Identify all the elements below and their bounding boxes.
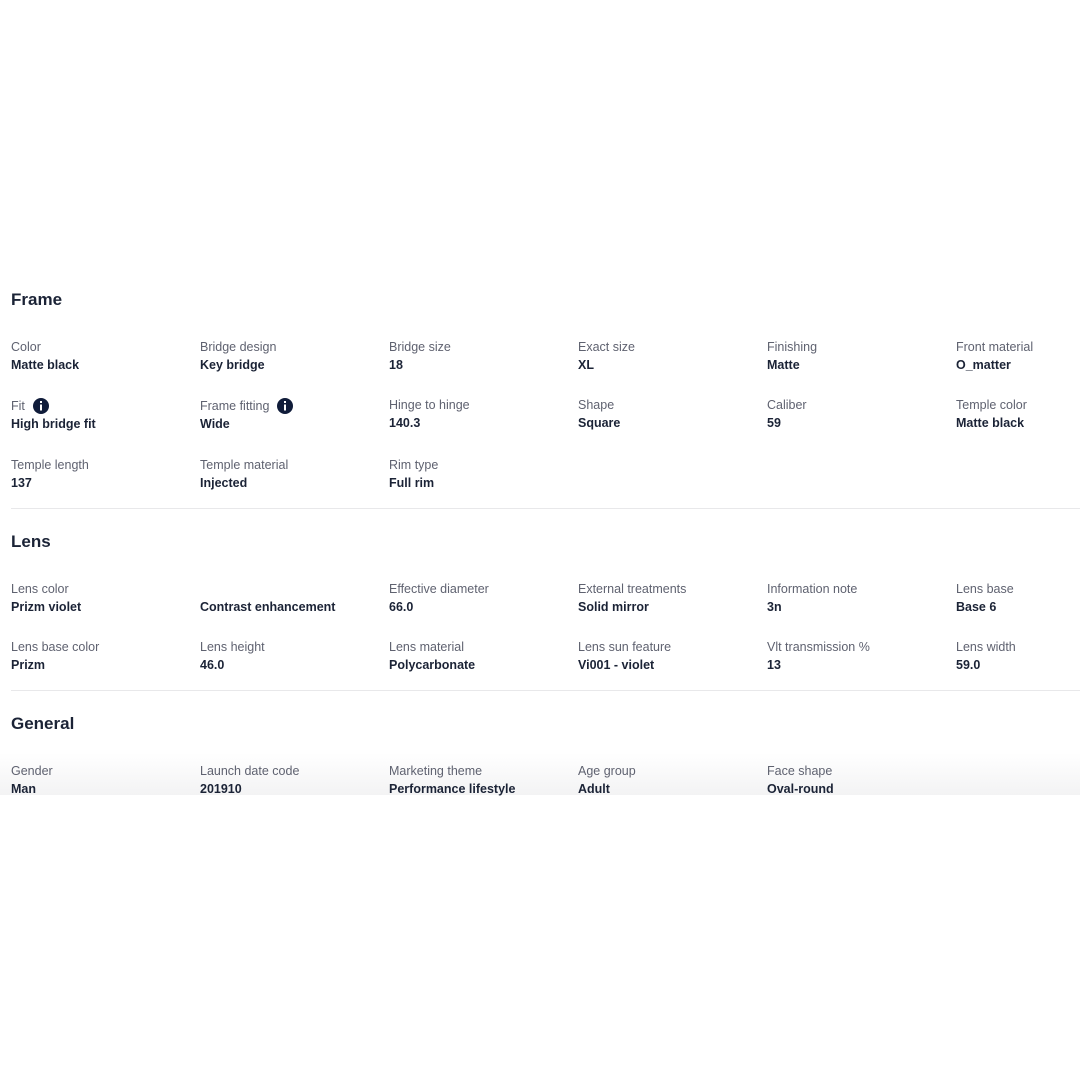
attr-hinge-to-hinge (389, 398, 574, 431)
attr-marketing-theme (389, 764, 574, 797)
attr-temple-material (200, 458, 385, 491)
section-divider (11, 508, 1080, 509)
attr-value: Prizm violet (11, 600, 82, 614)
attr-launch-date-code (200, 764, 385, 797)
attr-label: Launch date code (200, 764, 300, 778)
attr-lens-technology (200, 582, 385, 615)
attr-value: Contrast enhancement (200, 600, 336, 614)
attr-value: 201910 (200, 782, 242, 796)
attr-value: Injected (200, 476, 248, 490)
general-section (11, 714, 1080, 794)
attr-lens-base (956, 582, 1080, 615)
attr-label: Caliber (767, 398, 807, 412)
attr-finishing (767, 340, 952, 373)
attr-value: 3n (767, 600, 782, 614)
attr-value: Adult (578, 782, 610, 796)
attr-label: Age group (578, 764, 636, 778)
attr-label: Lens material (389, 640, 465, 654)
attr-lens-base-color (11, 640, 196, 673)
attr-label: Face shape (767, 764, 833, 778)
attr-label: Lens width (956, 640, 1016, 654)
attr-age-group (578, 764, 763, 797)
attr-label: Lens base (956, 582, 1014, 596)
attr-value: XL (578, 358, 594, 372)
attr-label: Lens sun feature (578, 640, 672, 654)
attr-label: Bridge size (389, 340, 451, 354)
attr-label: Shape (578, 398, 615, 412)
section-title-frame: Frame (11, 290, 63, 309)
attr-face-shape (767, 764, 952, 797)
attr-label: Frame fitting (200, 398, 385, 414)
lens-section (11, 532, 1080, 672)
attr-caliber (767, 398, 952, 431)
attr-rim-type (389, 458, 574, 491)
attr-label: Temple color (956, 398, 1027, 412)
attr-effective-diameter (389, 582, 574, 615)
attr-value: 18 (389, 358, 403, 372)
attr-lens-sun-feature (578, 640, 763, 673)
attr-label: Color (11, 340, 41, 354)
attr-value: Matte black (11, 358, 80, 372)
section-title-lens: Lens (11, 532, 51, 551)
attr-label (200, 582, 385, 597)
attr-value: Square (578, 416, 621, 430)
attr-value: 59.0 (956, 658, 981, 672)
attr-gender (11, 764, 196, 797)
attr-value: Wide (200, 417, 230, 431)
attr-lens-height (200, 640, 385, 673)
attr-value: Prizm (11, 658, 46, 672)
attr-value: Full rim (389, 476, 435, 490)
attr-information-note (767, 582, 952, 615)
attr-label: Lens height (200, 640, 265, 654)
attr-value: O_matter (956, 358, 1011, 372)
attr-bridge-design (200, 340, 385, 373)
section-title-general: General (11, 714, 75, 733)
attr-label: Temple material (200, 458, 289, 472)
attr-label: Gender (11, 764, 53, 778)
attr-label: Vlt transmission % (767, 640, 870, 654)
attr-lens-color (11, 582, 196, 615)
attr-label: Bridge design (200, 340, 277, 354)
attr-label: Lens color (11, 582, 69, 596)
attr-value: 140.3 (389, 416, 421, 430)
attr-temple-color (956, 398, 1080, 431)
attr-label: Effective diameter (389, 582, 489, 596)
attr-value: Performance lifestyle (389, 782, 516, 796)
frame-section (11, 290, 1080, 490)
attr-color (11, 340, 196, 373)
attr-label: Temple length (11, 458, 89, 472)
attr-value: 137 (11, 476, 32, 490)
attr-label: Hinge to hinge (389, 398, 470, 412)
attr-label: Finishing (767, 340, 818, 354)
attr-external-treatments (578, 582, 763, 615)
attr-value: Matte black (956, 416, 1025, 430)
attr-frame-fitting (200, 398, 385, 432)
attr-value: Matte (767, 358, 800, 372)
section-divider (11, 690, 1080, 691)
attr-temple-length (11, 458, 196, 491)
attr-bridge-size (389, 340, 574, 373)
product-specifications (0, 272, 1080, 795)
attr-value: 66.0 (389, 600, 414, 614)
attr-value: Oval-round (767, 782, 834, 796)
attr-value: 13 (767, 658, 781, 672)
attr-vlt-transmission (767, 640, 952, 673)
attr-front-material (956, 340, 1080, 373)
attr-label: Lens base color (11, 640, 100, 654)
attr-value: Key bridge (200, 358, 265, 372)
attr-shape (578, 398, 763, 431)
attr-value: High bridge fit (11, 417, 96, 431)
attr-label: Fit (11, 398, 196, 414)
attr-lens-width (956, 640, 1080, 673)
attr-value: Solid mirror (578, 600, 649, 614)
attr-value: Man (11, 782, 36, 796)
attr-label: External treatments (578, 582, 687, 596)
attr-lens-material (389, 640, 574, 673)
attr-label: Exact size (578, 340, 635, 354)
attr-value: Vi001 - violet (578, 658, 655, 672)
info-icon[interactable] (33, 398, 49, 414)
attr-value: 59 (767, 416, 781, 430)
attr-label: Front material (956, 340, 1034, 354)
attr-value: 46.0 (200, 658, 225, 672)
attr-label: Rim type (389, 458, 439, 472)
attr-label: Marketing theme (389, 764, 483, 778)
attr-exact-size (578, 340, 763, 373)
attr-fit (11, 398, 196, 432)
attr-value: Polycarbonate (389, 658, 476, 672)
attr-label: Information note (767, 582, 858, 596)
attr-value: Base 6 (956, 600, 997, 614)
info-icon[interactable] (277, 398, 293, 414)
